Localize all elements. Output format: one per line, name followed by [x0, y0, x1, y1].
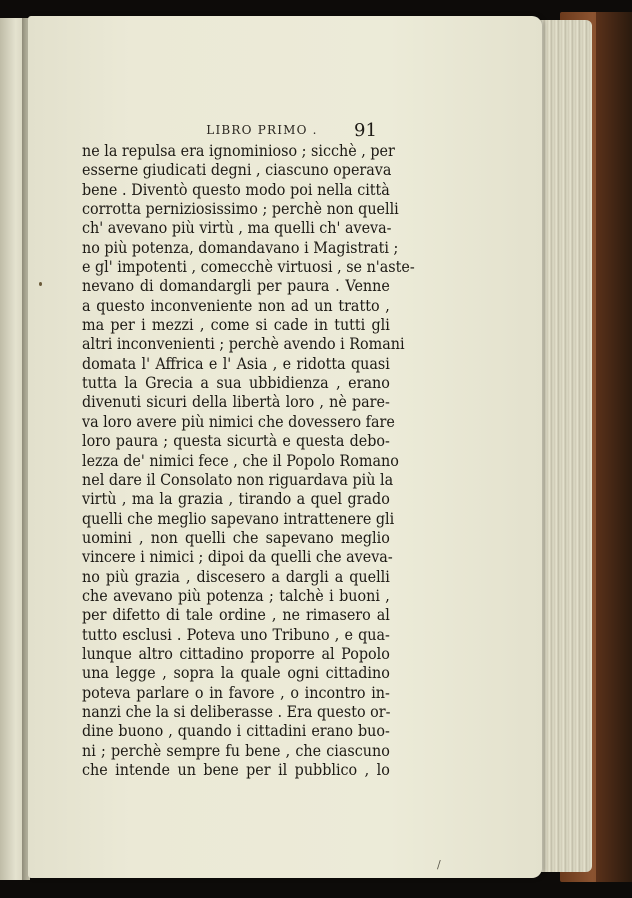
text-line: nel dare il Consolato non riguardava più la	[82, 470, 394, 489]
text-line: poteva parlare o in favore , o incontro in-	[82, 683, 390, 702]
text-line: nanzi che la si deliberasse . Era questo or-	[82, 702, 391, 721]
text-line: per difetto di tale ordine , ne rimasero al	[82, 606, 390, 625]
text-line: bene . Diventò questo modo poi nella città	[82, 180, 390, 199]
text-line: virtù , ma la grazia , tirando a quel grado	[82, 490, 390, 509]
text-line: ch' avevano più virtù , ma quelli ch' aveva-	[82, 219, 392, 238]
text-line: e gl' impotenti , comecchè virtuosi , se n'aste-	[82, 258, 415, 277]
text-line: una legge , sopra la quale ogni cittadino	[82, 664, 390, 683]
text-line: lezza de' nimici fece , che il Popolo Romano	[82, 451, 399, 470]
text-line: va loro avere più nimici che dovessero fare	[82, 412, 395, 431]
text-line: loro paura ; questa sicurtà e questa debo-	[82, 432, 390, 451]
stray-mark: /	[437, 858, 441, 871]
text-line: ne la repulsa era ignominioso ; sicchè , per	[82, 142, 395, 160]
text-line: ni ; perchè sempre fu bene , che ciascuno	[82, 741, 390, 760]
text-line: divenuti sicuri della libertà loro , nè pare-	[82, 393, 390, 412]
running-head: LIBRO PRIMO .	[206, 123, 318, 137]
text-line: uomini , non quelli che sapevano meglio	[82, 528, 390, 547]
text-line: che avevano più potenza ; talchè i buoni ,	[82, 586, 390, 605]
text-line: no più grazia , discesero a dargli a quelli	[82, 567, 390, 586]
text-line: tutto esclusi . Poteva uno Tribuno , e qua-	[82, 625, 390, 644]
text-line: vincere i nimici ; dipoi da quelli che aveva-	[82, 548, 393, 567]
ink-speck	[39, 282, 42, 286]
text-line: dine buono , quando i cittadini erano buo-	[82, 722, 390, 741]
text-line: che intende un bene per il pubblico , lo	[82, 761, 390, 779]
text-line: ma per i mezzi , come si cade in tutti gli	[82, 316, 390, 335]
cover-shadow	[596, 12, 632, 882]
text-line: a questo inconveniente non ad un tratto ,	[82, 296, 390, 315]
text-line: corrotta perniziosissimo ; perchè non quelli	[82, 200, 399, 219]
text-line: esserne giudicati degni , ciascuno operava	[82, 161, 392, 180]
text-line: altri inconvenienti ; perchè avendo i Romani	[82, 335, 405, 354]
text-line: lunque altro cittadino proporre al Popolo	[82, 644, 390, 663]
text-line: domata l' Affrica e l' Asia , e ridotta quasi	[82, 354, 390, 373]
text-line: no più potenza, domandavano i Magistrati ;	[82, 238, 399, 257]
text-line: quelli che meglio sapevano intrattenere gli	[82, 509, 395, 528]
text-line: nevano di domandargli per paura . Venne	[82, 277, 390, 296]
page-number: 91	[354, 120, 377, 141]
body-text	[82, 142, 415, 780]
text-line: tutta la Grecia a sua ubbidienza , erano	[82, 374, 390, 393]
